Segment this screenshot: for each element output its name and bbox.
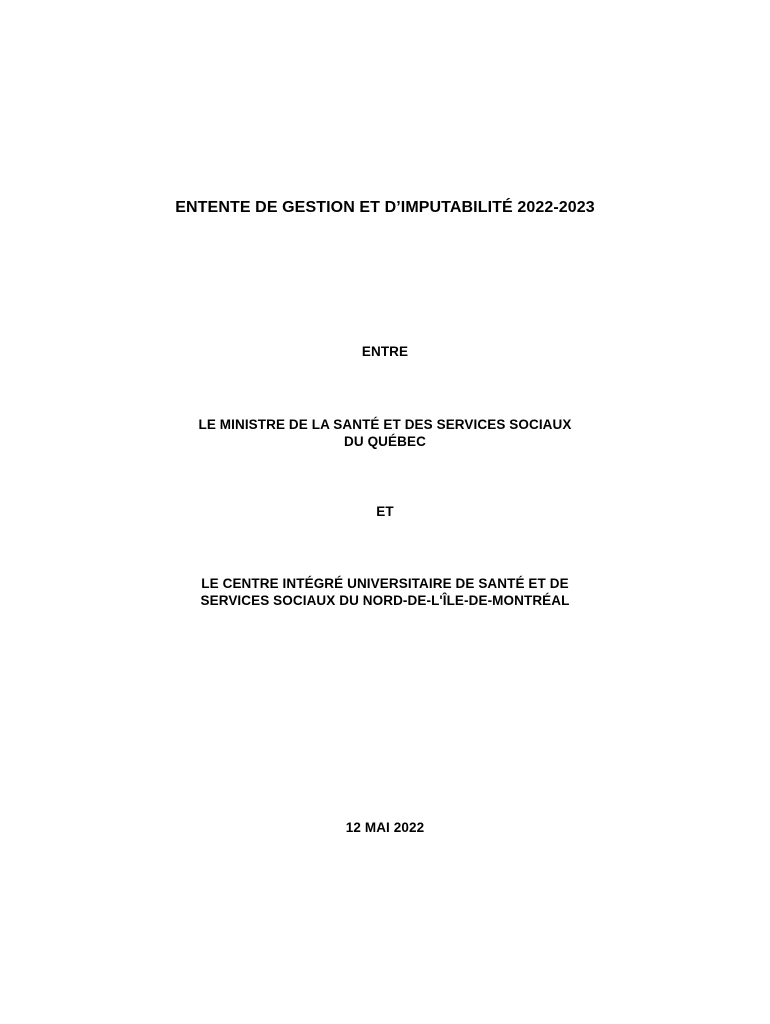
party-1: [0, 416, 770, 450]
party-1-line-2: DU QUÉBEC: [344, 434, 426, 449]
party-2-line-2: SERVICES SOCIAUX DU NORD-DE-L'ÎLE-DE-MONTRÉAL: [200, 593, 570, 608]
party-1-line-1: LE MINISTRE DE LA SANTÉ ET DES SERVICES SOCIAUX: [198, 417, 572, 432]
document-title: ENTENTE DE GESTION ET D’IMPUTABILITÉ 2022-2023: [175, 199, 595, 216]
between-label: ENTRE: [361, 344, 409, 359]
party-2-line-1: LE CENTRE INTÉGRÉ UNIVERSITAIRE DE SANTÉ ET DE: [201, 576, 569, 591]
and-label: ET: [376, 504, 394, 519]
document-date: 12 MAI 2022: [345, 820, 425, 835]
party-2: [0, 575, 770, 609]
